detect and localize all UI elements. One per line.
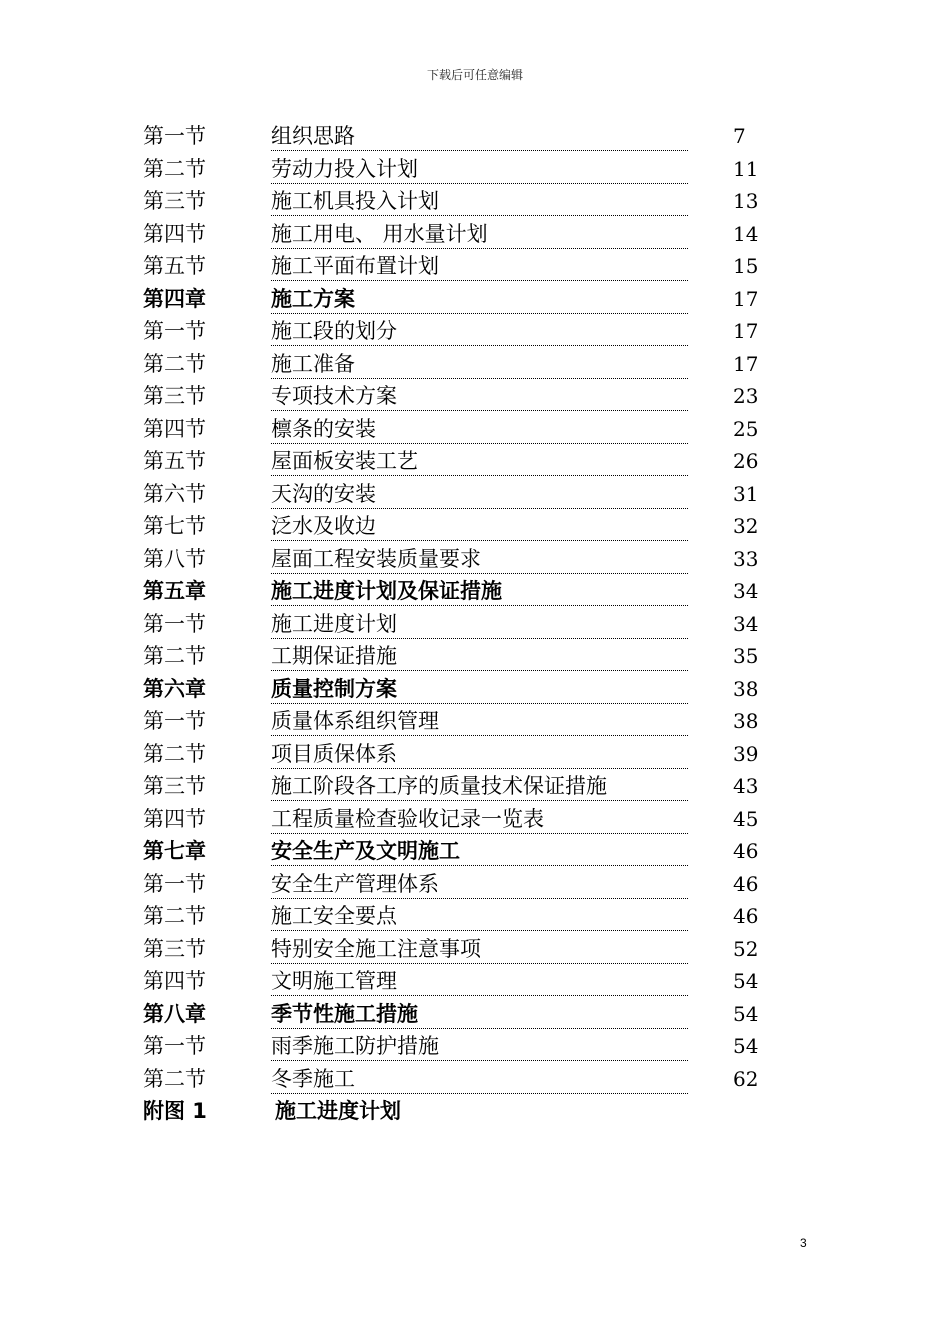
toc-section-row[interactable] bbox=[143, 640, 783, 673]
toc-title: 雨季施工防护措施 bbox=[271, 1032, 688, 1061]
toc-label: 附图 1 bbox=[143, 1099, 207, 1123]
toc-section-row[interactable] bbox=[143, 900, 783, 933]
toc-page-number: 39 bbox=[733, 741, 759, 766]
toc-page-number: 11 bbox=[733, 156, 759, 181]
toc-section-row[interactable] bbox=[143, 380, 783, 413]
toc-page-number: 17 bbox=[733, 319, 759, 343]
toc-page-number: 15 bbox=[733, 254, 759, 278]
toc-chapter-row[interactable] bbox=[143, 1095, 783, 1128]
toc-section-row[interactable] bbox=[143, 120, 783, 153]
toc-label: 第三节 bbox=[143, 384, 206, 408]
toc-label: 第二节 bbox=[143, 644, 206, 668]
toc-page-number: 14 bbox=[733, 221, 759, 246]
toc-page-number: 7 bbox=[733, 124, 746, 148]
toc-label: 第四节 bbox=[143, 416, 206, 441]
toc-title: 施工段的划分 bbox=[271, 317, 688, 346]
toc-page-number: 31 bbox=[733, 481, 759, 506]
toc-chapter-row[interactable] bbox=[143, 283, 783, 316]
toc-section-row[interactable] bbox=[143, 770, 783, 803]
toc-page-number: 38 bbox=[733, 676, 759, 701]
toc-section-row[interactable] bbox=[143, 965, 783, 998]
toc-title: 特别安全施工注意事项 bbox=[271, 935, 688, 964]
toc-page-number: 26 bbox=[733, 449, 759, 473]
toc-title: 专项技术方案 bbox=[271, 382, 688, 411]
toc-page-number: 46 bbox=[733, 904, 759, 928]
toc-label: 第一节 bbox=[143, 1034, 206, 1058]
toc-page-number: 25 bbox=[733, 416, 759, 441]
toc-page-number: 32 bbox=[733, 514, 759, 538]
toc-section-row[interactable] bbox=[143, 445, 783, 478]
toc-label: 第六章 bbox=[143, 676, 206, 701]
toc-title: 屋面板安装工艺 bbox=[271, 447, 688, 476]
toc-section-row[interactable] bbox=[143, 543, 783, 576]
toc-section-row[interactable] bbox=[143, 185, 783, 218]
page-number: 3 bbox=[800, 1236, 807, 1250]
toc-page-number: 46 bbox=[733, 839, 759, 863]
toc-title: 文明施工管理 bbox=[271, 967, 688, 996]
toc-title: 组织思路 bbox=[271, 122, 688, 151]
toc-section-row[interactable] bbox=[143, 803, 783, 836]
toc-title: 施工阶段各工序的质量技术保证措施 bbox=[271, 772, 688, 801]
toc-page-number: 34 bbox=[733, 579, 759, 603]
toc-title: 工程质量检查验收记录一览表 bbox=[271, 805, 688, 834]
toc-title: 质量体系组织管理 bbox=[271, 707, 688, 736]
toc-page-number: 54 bbox=[733, 969, 759, 993]
toc-title: 屋面工程安装质量要求 bbox=[271, 545, 688, 574]
toc-page-number: 38 bbox=[733, 709, 759, 733]
toc-page-number: 17 bbox=[733, 286, 759, 311]
toc-page-number: 34 bbox=[733, 611, 759, 636]
toc-page-number: 45 bbox=[733, 806, 759, 831]
toc-section-row[interactable] bbox=[143, 608, 783, 641]
toc-section-row[interactable] bbox=[143, 153, 783, 186]
toc-label: 第三节 bbox=[143, 189, 206, 213]
toc-label: 第一节 bbox=[143, 124, 206, 148]
toc-label: 第二节 bbox=[143, 351, 206, 376]
toc-page-number: 13 bbox=[733, 189, 759, 213]
toc-title: 冬季施工 bbox=[271, 1065, 688, 1094]
toc-section-row[interactable] bbox=[143, 738, 783, 771]
toc-label: 第二节 bbox=[143, 1066, 206, 1091]
toc-page-number: 54 bbox=[733, 1001, 759, 1026]
toc-chapter-row[interactable] bbox=[143, 673, 783, 706]
toc-title: 施工机具投入计划 bbox=[271, 187, 688, 216]
toc-label: 第一节 bbox=[143, 871, 206, 896]
toc-label: 第二节 bbox=[143, 904, 206, 928]
toc-label: 第四节 bbox=[143, 969, 206, 993]
toc-title: 施工进度计划 bbox=[271, 610, 688, 639]
toc-label: 第四节 bbox=[143, 806, 206, 831]
toc-title: 施工方案 bbox=[271, 285, 688, 314]
toc-label: 第二节 bbox=[143, 741, 206, 766]
toc-title: 泛水及收边 bbox=[271, 512, 688, 541]
toc-chapter-row[interactable] bbox=[143, 998, 783, 1031]
toc-section-row[interactable] bbox=[143, 315, 783, 348]
toc-title: 施工安全要点 bbox=[271, 902, 688, 931]
toc-page-number: 52 bbox=[733, 936, 759, 961]
toc-label: 第六节 bbox=[143, 481, 206, 506]
toc-title: 劳动力投入计划 bbox=[271, 155, 688, 184]
toc-label: 第八章 bbox=[143, 1001, 206, 1026]
toc-page-number: 54 bbox=[733, 1034, 759, 1058]
toc-label: 第五节 bbox=[143, 449, 206, 473]
toc-label: 第一节 bbox=[143, 709, 206, 733]
toc-title: 施工平面布置计划 bbox=[271, 252, 688, 281]
toc-title: 安全生产及文明施工 bbox=[271, 837, 688, 866]
toc-label: 第四节 bbox=[143, 221, 206, 246]
toc-title: 季节性施工措施 bbox=[271, 1000, 688, 1029]
toc-section-row[interactable] bbox=[143, 478, 783, 511]
toc-label: 第七章 bbox=[143, 839, 206, 863]
toc-title: 施工进度计划及保证措施 bbox=[271, 577, 688, 606]
toc-page-number: 46 bbox=[733, 871, 759, 896]
toc-title: 质量控制方案 bbox=[271, 675, 688, 704]
toc-section-row[interactable] bbox=[143, 705, 783, 738]
toc-page-number: 17 bbox=[733, 351, 759, 376]
toc-page-number: 35 bbox=[733, 644, 759, 668]
toc-section-row[interactable] bbox=[143, 348, 783, 381]
toc-title: 项目质保体系 bbox=[271, 740, 688, 769]
toc-title: 施工进度计划 bbox=[275, 1099, 401, 1123]
toc-label: 第五章 bbox=[143, 579, 206, 603]
toc-page-number: 62 bbox=[733, 1066, 759, 1091]
toc-page-number: 43 bbox=[733, 774, 759, 798]
toc-page-number: 33 bbox=[733, 546, 759, 571]
toc-section-row[interactable] bbox=[143, 933, 783, 966]
toc-title: 檩条的安装 bbox=[271, 415, 688, 444]
toc-section-row[interactable] bbox=[143, 510, 783, 543]
toc-chapter-row[interactable] bbox=[143, 835, 783, 868]
toc-title: 天沟的安装 bbox=[271, 480, 688, 509]
toc-label: 第一节 bbox=[143, 319, 206, 343]
toc-chapter-row[interactable] bbox=[143, 575, 783, 608]
toc-section-row[interactable] bbox=[143, 218, 783, 251]
toc-title: 施工用电、 用水量计划 bbox=[271, 220, 688, 249]
table-of-contents bbox=[143, 120, 783, 1128]
toc-title: 施工准备 bbox=[271, 350, 688, 379]
toc-label: 第五节 bbox=[143, 254, 206, 278]
toc-title: 安全生产管理体系 bbox=[271, 870, 688, 899]
toc-label: 第一节 bbox=[143, 611, 206, 636]
toc-section-row[interactable] bbox=[143, 1063, 783, 1096]
toc-section-row[interactable] bbox=[143, 250, 783, 283]
toc-section-row[interactable] bbox=[143, 413, 783, 446]
toc-label: 第四章 bbox=[143, 286, 206, 311]
toc-label: 第三节 bbox=[143, 774, 206, 798]
toc-label: 第三节 bbox=[143, 936, 206, 961]
page-header: 下载后可任意编辑 bbox=[426, 68, 523, 82]
toc-section-row[interactable] bbox=[143, 868, 783, 901]
toc-page-number: 23 bbox=[733, 384, 759, 408]
toc-label: 第八节 bbox=[143, 546, 206, 571]
toc-title: 工期保证措施 bbox=[271, 642, 688, 671]
toc-section-row[interactable] bbox=[143, 1030, 783, 1063]
toc-label: 第二节 bbox=[143, 156, 206, 181]
toc-label: 第七节 bbox=[143, 514, 206, 538]
